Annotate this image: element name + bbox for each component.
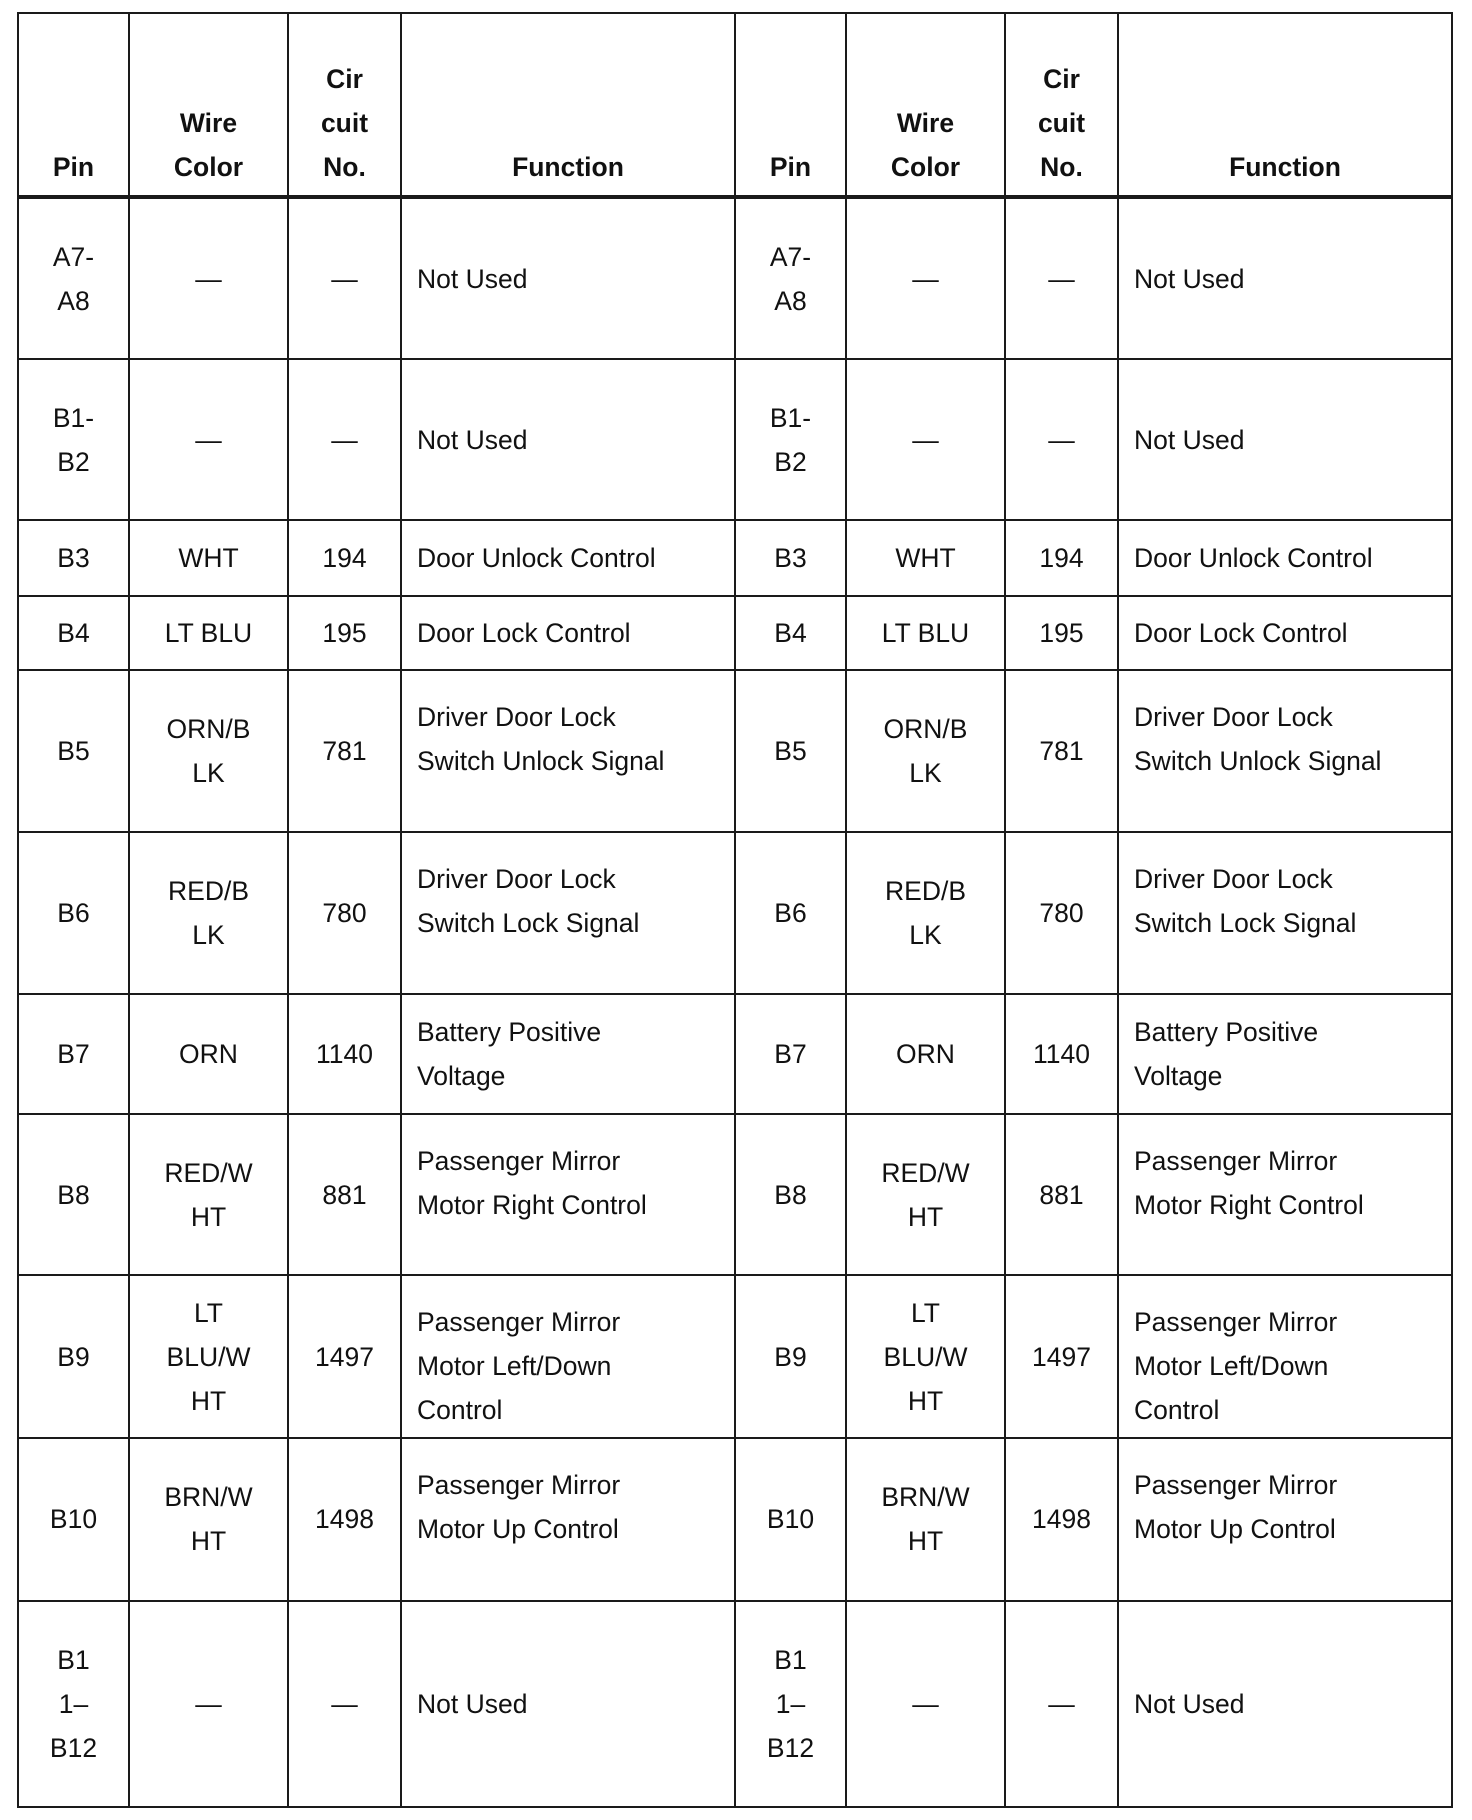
left-function-cell [401, 359, 735, 520]
cell-line: RED/B [168, 876, 249, 907]
cell-line: Control [417, 1395, 503, 1426]
wire-color-header: Wire Color [129, 13, 288, 197]
right-circuit-number-cell: 780 [1005, 832, 1118, 994]
left-function-cell [401, 1438, 735, 1600]
cell-line: B1 [774, 1644, 807, 1675]
cell-line: — [195, 1688, 222, 1719]
right-wire-color-cell [846, 1438, 1005, 1600]
cell-line: B12 [49, 1732, 98, 1763]
cell-line: Driver Door Lock [1134, 864, 1333, 895]
left-circuit-number-cell: 781 [288, 670, 401, 832]
left-function-cell [401, 1601, 735, 1808]
table-row [18, 832, 1452, 994]
right-pin-cell [735, 197, 846, 359]
table-row [18, 1438, 1452, 1600]
cell-line: B5 [57, 736, 90, 767]
cell-line: B1 [57, 1644, 90, 1675]
cell-line: Not Used [417, 424, 528, 455]
left-pin-cell [18, 994, 129, 1114]
cell-line: B8 [774, 1179, 807, 1210]
cell-line: Battery Positive [417, 1017, 602, 1048]
right-wire-color-cell [846, 994, 1005, 1114]
left-pin-cell [18, 197, 129, 359]
right-wire-color-cell [846, 832, 1005, 994]
left-pin-cell [18, 1275, 129, 1438]
left-circuit-number-cell: — [288, 359, 401, 520]
right-function-cell [1118, 520, 1452, 596]
left-circuit-number-cell: 1140 [288, 994, 401, 1114]
left-circuit-number-cell: 1497 [288, 1275, 401, 1438]
cell-line: — [912, 263, 939, 294]
cell-line: B3 [57, 542, 90, 573]
right-wire-color-cell [846, 520, 1005, 596]
cell-line: Motor Left/Down [417, 1351, 612, 1382]
left-pin-cell [18, 1438, 129, 1600]
left-circuit-number-cell: — [288, 1601, 401, 1808]
cell-line: — [912, 1688, 939, 1719]
left-pin-cell [18, 1114, 129, 1275]
cell-line: LK [909, 758, 942, 789]
cell-line: A8 [57, 285, 90, 316]
left-wire-color-cell [129, 670, 288, 832]
cell-line: ORN [179, 1039, 238, 1070]
right-pin-cell [735, 832, 846, 994]
right-function-cell [1118, 832, 1452, 994]
cell-line: B9 [774, 1341, 807, 1372]
left-pin-cell [18, 832, 129, 994]
cell-line: B10 [766, 1504, 815, 1535]
cell-line: HT [190, 1526, 227, 1557]
left-pin-cell [18, 596, 129, 671]
left-function-cell [401, 670, 735, 832]
left-wire-color-cell [129, 1438, 288, 1600]
cell-line: Door Unlock Control [417, 542, 656, 573]
right-circuit-number-cell: — [1005, 359, 1118, 520]
left-function-cell [401, 520, 735, 596]
cell-line: WHT [895, 542, 956, 573]
right-circuit-number-cell: 195 [1005, 596, 1118, 671]
table-row [18, 1601, 1452, 1808]
left-circuit-number-cell: 194 [288, 520, 401, 596]
cell-line: 1– [58, 1688, 89, 1719]
table-row [18, 1114, 1452, 1275]
cell-line: HT [907, 1385, 944, 1416]
left-function-cell [401, 994, 735, 1114]
cell-line: B1- [769, 402, 812, 433]
right-pin-cell [735, 520, 846, 596]
left-wire-color-cell [129, 596, 288, 671]
pin-header: Pin [735, 13, 846, 197]
cell-line: Switch Unlock Signal [1134, 746, 1382, 777]
cell-line: LT [194, 1297, 223, 1328]
right-circuit-number-cell: 194 [1005, 520, 1118, 596]
right-circuit-number-cell: 1498 [1005, 1438, 1118, 1600]
left-wire-color-cell [129, 1114, 288, 1275]
right-wire-color-cell [846, 359, 1005, 520]
cell-line: HT [907, 1526, 944, 1557]
right-circuit-number-cell: 881 [1005, 1114, 1118, 1275]
right-function-cell [1118, 197, 1452, 359]
left-circuit-number-cell: 195 [288, 596, 401, 671]
right-function-cell [1118, 670, 1452, 832]
cell-line: LT [911, 1297, 940, 1328]
cell-line: Motor Up Control [1134, 1514, 1336, 1545]
cell-line: Voltage [1134, 1061, 1223, 1092]
cell-line: LT BLU [164, 617, 253, 648]
cell-line: RED/W [881, 1157, 970, 1188]
cell-line: — [195, 424, 222, 455]
cell-line: Door Lock Control [1134, 617, 1348, 648]
table-row [18, 359, 1452, 520]
right-function-cell [1118, 596, 1452, 671]
right-circuit-number-cell: — [1005, 1601, 1118, 1808]
cell-line: B4 [774, 617, 807, 648]
cell-line: A7- [769, 241, 812, 272]
cell-line: — [195, 263, 222, 294]
cell-line: Switch Lock Signal [417, 908, 640, 939]
cell-line: Passenger Mirror [417, 1146, 621, 1177]
right-function-cell [1118, 1275, 1452, 1438]
right-pin-cell [735, 1438, 846, 1600]
left-function-cell [401, 596, 735, 671]
pinout-document [17, 12, 1452, 1808]
cell-line: A7- [52, 241, 95, 272]
cell-line: ORN [896, 1039, 955, 1070]
cell-line: LT BLU [881, 617, 970, 648]
cell-line: Motor Right Control [417, 1190, 647, 1221]
cell-line: Not Used [1134, 1688, 1245, 1719]
left-pin-cell [18, 359, 129, 520]
right-pin-cell [735, 1114, 846, 1275]
right-circuit-number-cell: 1497 [1005, 1275, 1118, 1438]
cell-line: BRN/W [164, 1482, 253, 1513]
circuit-number-header: Cir cuit No. [1005, 13, 1118, 197]
right-function-cell [1118, 359, 1452, 520]
table-row [18, 197, 1452, 359]
right-function-cell [1118, 1601, 1452, 1808]
left-circuit-number-cell: 780 [288, 832, 401, 994]
cell-line: RED/W [164, 1157, 253, 1188]
cell-line: B10 [49, 1504, 98, 1535]
cell-line: B2 [774, 446, 807, 477]
cell-line: B6 [774, 898, 807, 929]
left-circuit-number-cell: 1498 [288, 1438, 401, 1600]
cell-line: Switch Lock Signal [1134, 908, 1357, 939]
cell-line: A8 [774, 285, 807, 316]
cell-line: HT [190, 1385, 227, 1416]
right-pin-cell [735, 359, 846, 520]
left-wire-color-cell [129, 197, 288, 359]
cell-line: Motor Up Control [417, 1514, 619, 1545]
left-pin-cell [18, 1601, 129, 1808]
cell-line: Driver Door Lock [1134, 702, 1333, 733]
cell-line: HT [190, 1201, 227, 1232]
cell-line: Driver Door Lock [417, 864, 616, 895]
right-function-cell [1118, 1114, 1452, 1275]
cell-line: Passenger Mirror [417, 1307, 621, 1338]
cell-line: Door Lock Control [417, 617, 631, 648]
wire-color-header: Wire Color [846, 13, 1005, 197]
cell-line: BLU/W [166, 1341, 251, 1372]
left-function-cell [401, 832, 735, 994]
right-wire-color-cell [846, 1601, 1005, 1808]
cell-line: B6 [57, 898, 90, 929]
left-wire-color-cell [129, 520, 288, 596]
cell-line: Control [1134, 1395, 1220, 1426]
left-function-cell [401, 197, 735, 359]
right-wire-color-cell [846, 1114, 1005, 1275]
cell-line: BRN/W [881, 1482, 970, 1513]
circuit-number-header: Cir cuit No. [288, 13, 401, 197]
left-wire-color-cell [129, 1275, 288, 1438]
cell-line: Voltage [417, 1061, 506, 1092]
cell-line: Switch Unlock Signal [417, 746, 665, 777]
cell-line: Motor Right Control [1134, 1190, 1364, 1221]
right-circuit-number-cell: 1140 [1005, 994, 1118, 1114]
left-wire-color-cell [129, 832, 288, 994]
right-wire-color-cell [846, 596, 1005, 671]
cell-line: ORN/B [883, 714, 968, 745]
cell-line: Not Used [1134, 263, 1245, 294]
left-wire-color-cell [129, 359, 288, 520]
cell-line: B1- [52, 402, 95, 433]
cell-line: Passenger Mirror [1134, 1146, 1338, 1177]
right-wire-color-cell [846, 1275, 1005, 1438]
cell-line: B7 [774, 1039, 807, 1070]
table-row [18, 596, 1452, 671]
cell-line: Passenger Mirror [1134, 1470, 1338, 1501]
right-pin-cell [735, 1601, 846, 1808]
left-pin-cell [18, 670, 129, 832]
right-function-cell [1118, 1438, 1452, 1600]
cell-line: B5 [774, 736, 807, 767]
cell-line: — [912, 424, 939, 455]
cell-line: B7 [57, 1039, 90, 1070]
right-wire-color-cell [846, 670, 1005, 832]
cell-line: WHT [178, 542, 239, 573]
right-pin-cell [735, 596, 846, 671]
cell-line: Driver Door Lock [417, 702, 616, 733]
cell-line: Not Used [1134, 424, 1245, 455]
right-function-cell [1118, 994, 1452, 1114]
left-wire-color-cell [129, 994, 288, 1114]
connector-pinout-table [17, 12, 1453, 1808]
cell-line: LK [192, 920, 225, 951]
right-wire-color-cell [846, 197, 1005, 359]
right-pin-cell [735, 994, 846, 1114]
cell-line: Battery Positive [1134, 1017, 1319, 1048]
left-pin-cell [18, 520, 129, 596]
cell-line: B12 [766, 1732, 815, 1763]
cell-line: LK [909, 920, 942, 951]
pin-header: Pin [18, 13, 129, 197]
cell-line: RED/B [885, 876, 966, 907]
table-row [18, 994, 1452, 1114]
cell-line: B9 [57, 1341, 90, 1372]
cell-line: B3 [774, 542, 807, 573]
left-function-cell [401, 1114, 735, 1275]
cell-line: Not Used [417, 1688, 528, 1719]
cell-line: Door Unlock Control [1134, 542, 1373, 573]
right-pin-cell [735, 1275, 846, 1438]
function-header: Function [1118, 13, 1452, 197]
cell-line: Motor Left/Down [1134, 1351, 1329, 1382]
cell-line: ORN/B [166, 714, 251, 745]
function-header: Function [401, 13, 735, 197]
right-circuit-number-cell: — [1005, 197, 1118, 359]
right-pin-cell [735, 670, 846, 832]
table-body [18, 197, 1452, 1807]
cell-line: 1– [775, 1688, 806, 1719]
header-row [18, 13, 1452, 197]
table-row [18, 1275, 1452, 1438]
cell-line: B2 [57, 446, 90, 477]
left-circuit-number-cell: — [288, 197, 401, 359]
table-row [18, 520, 1452, 596]
left-function-cell [401, 1275, 735, 1438]
cell-line: HT [907, 1201, 944, 1232]
cell-line: B4 [57, 617, 90, 648]
cell-line: LK [192, 758, 225, 789]
cell-line: Not Used [417, 263, 528, 294]
left-circuit-number-cell: 881 [288, 1114, 401, 1275]
cell-line: B8 [57, 1179, 90, 1210]
cell-line: BLU/W [883, 1341, 968, 1372]
left-wire-color-cell [129, 1601, 288, 1808]
table-row [18, 670, 1452, 832]
right-circuit-number-cell: 781 [1005, 670, 1118, 832]
cell-line: Passenger Mirror [417, 1470, 621, 1501]
cell-line: Passenger Mirror [1134, 1307, 1338, 1338]
